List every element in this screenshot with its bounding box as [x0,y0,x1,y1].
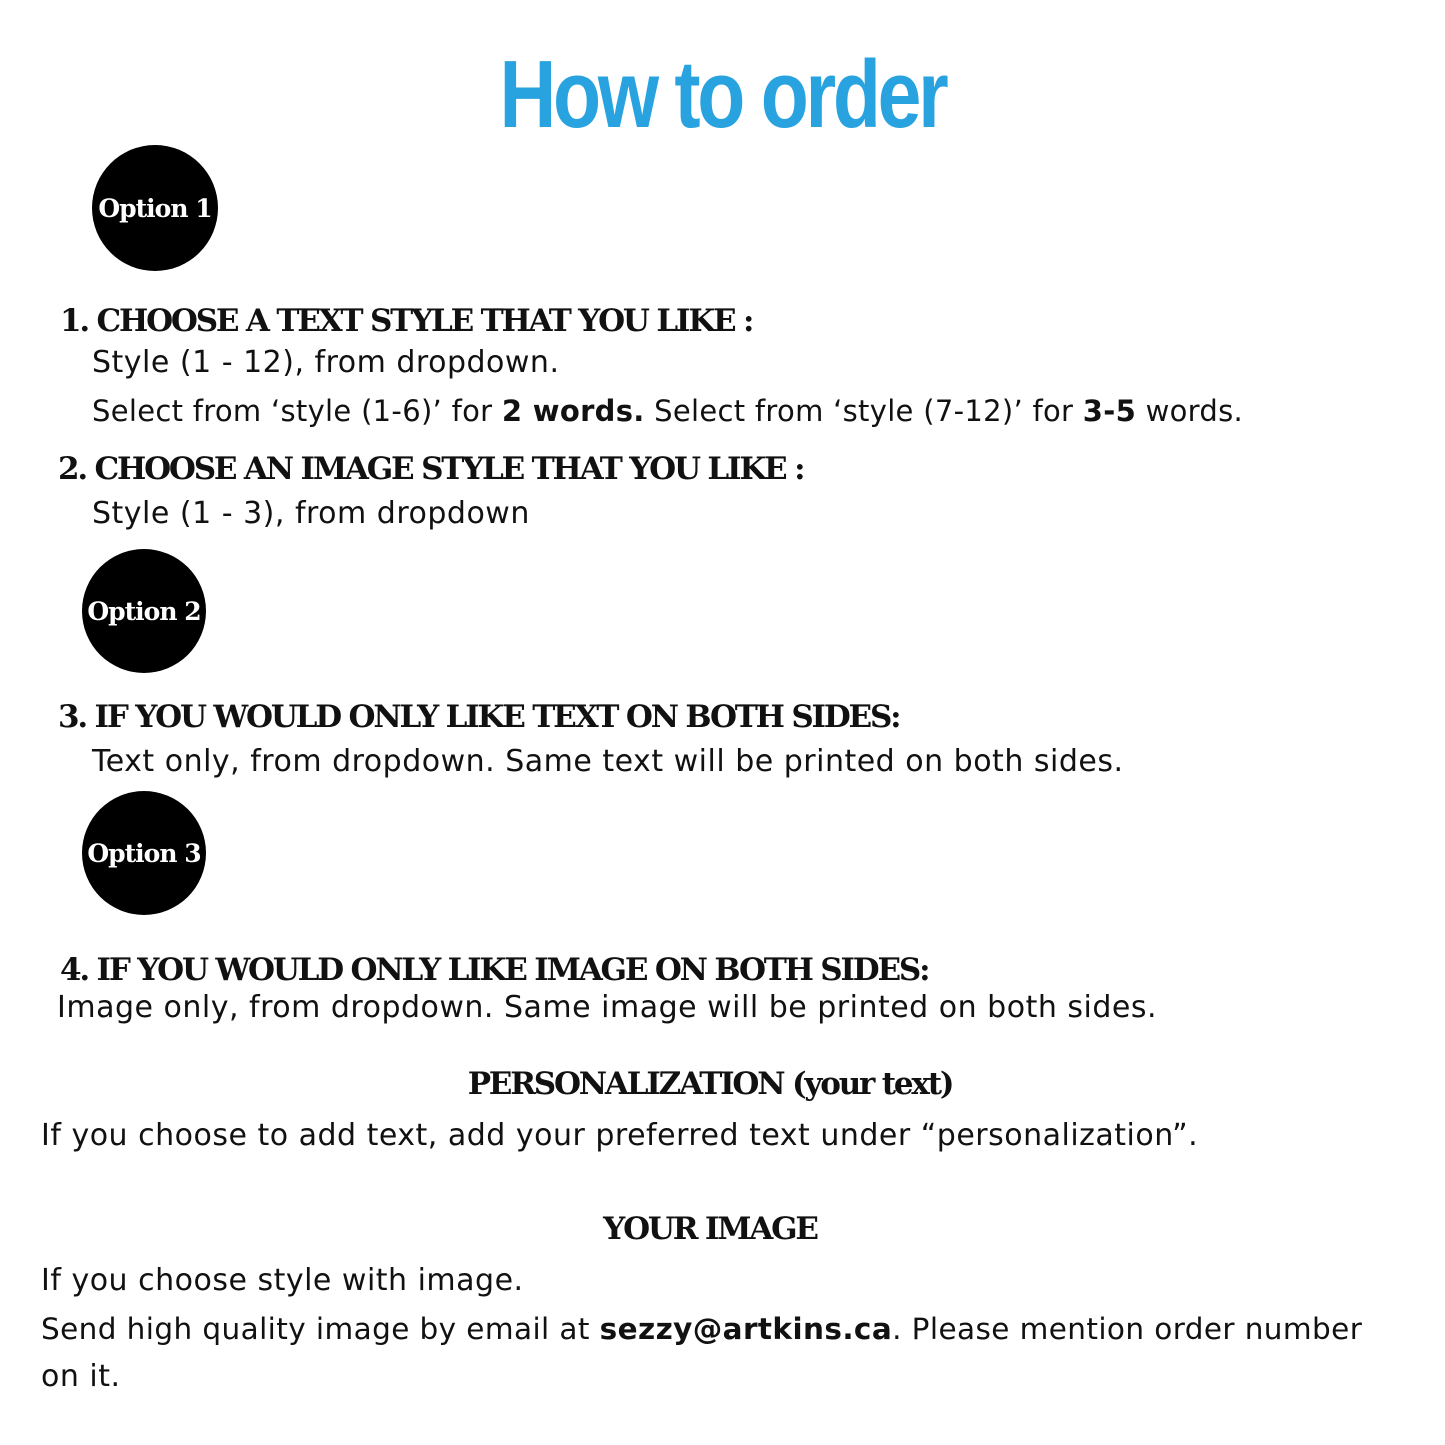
option-1-badge [92,145,218,271]
step-2-line-1: Style (1 - 3), from dropdown [92,496,530,531]
step-1-line-2-a: Select from ‘style (1-6)’ for [92,394,502,428]
your-image-line-2-a: Send high quality image by email at [41,1312,600,1346]
your-image-line-1: If you choose style with image. [41,1263,524,1298]
step-1-word-range: 3-5 [1082,394,1137,428]
step-1-line-1: Style (1 - 12), from dropdown. [92,345,560,380]
step-4-heading: 4. IF YOU WOULD ONLY LIKE IMAGE ON BOTH SIDES: [60,952,929,988]
personalization-heading: PERSONALIZATION (your text) [467,1066,953,1102]
step-1-two-words: 2 words. [501,394,645,428]
step-1-line-2-e: words. [1136,394,1244,428]
step-1-line-2 [92,391,1243,431]
your-image-line-2-b: . Please mention order number [892,1312,1363,1346]
option-1-label: Option 1 [98,193,212,223]
your-image-line-2 [41,1309,1362,1349]
step-1-heading: 1. CHOOSE A TEXT STYLE THAT YOU LIKE : [60,303,753,339]
option-2-label: Option 2 [87,596,201,626]
personalization-text: If you choose to add text, add your preferred text under “personalization”. [41,1118,1199,1153]
step-4-line-1: Image only, from dropdown. Same image will be printed on both sides. [57,990,1158,1025]
step-3-line-1: Text only, from dropdown. Same text will be printed on both sides. [92,744,1124,779]
option-3-badge [82,791,206,915]
your-image-heading: YOUR IMAGE [603,1211,817,1247]
page-title: How to order [499,41,946,148]
your-image-line-3: on it. [41,1359,121,1394]
option-2-badge [82,549,206,673]
step-3-heading: 3. IF YOU WOULD ONLY LIKE TEXT ON BOTH SIDES: [58,699,900,735]
option-3-label: Option 3 [87,838,201,868]
step-1-line-2-c: Select from ‘style (7-12)’ for [644,394,1083,428]
email-address: sezzy@artkins.ca [599,1312,893,1346]
step-2-heading: 2. CHOOSE AN IMAGE STYLE THAT YOU LIKE : [58,451,804,487]
